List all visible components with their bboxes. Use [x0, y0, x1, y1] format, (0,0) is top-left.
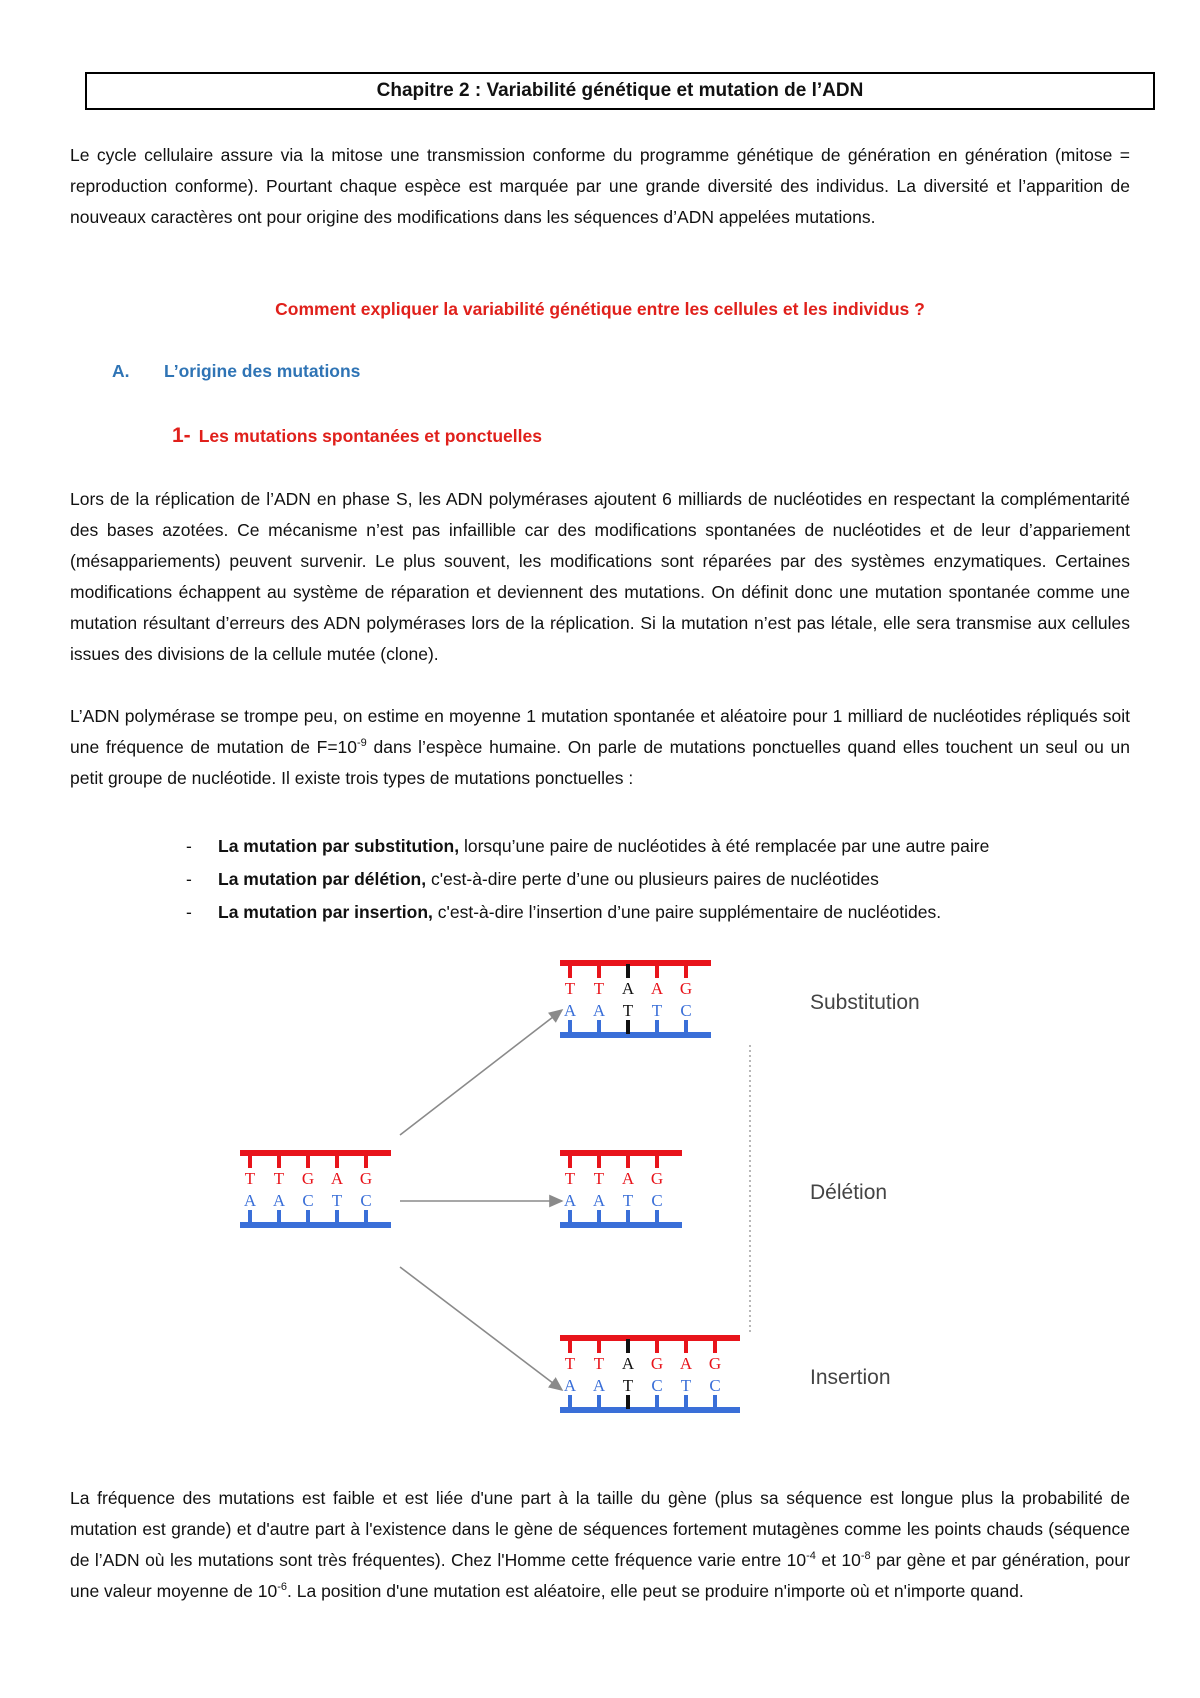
exponent: -6: [277, 1581, 288, 1594]
mutation-type-label: Substitution: [810, 991, 920, 1014]
exponent: -8: [860, 1550, 871, 1563]
bottom-tooth: [277, 1210, 281, 1224]
bottom-base-letter: T: [622, 1191, 634, 1210]
text-segment: . La position d'une mutation est aléatoire, elle peut se produire n'importe où et n'importe quand.: [287, 1581, 1024, 1601]
top-tooth: [655, 964, 659, 978]
bottom-tooth: [335, 1210, 339, 1224]
top-tooth: [568, 1154, 572, 1168]
bottom-base-letter: A: [592, 1191, 606, 1210]
guiding-question: Comment expliquer la variabilité génétique entre les cellules et les individus ?: [275, 299, 925, 319]
section-1-number: 1-: [172, 424, 191, 447]
top-backbone: [560, 960, 711, 966]
list-item: [186, 896, 1166, 929]
bottom-tooth: [655, 1020, 659, 1034]
top-tooth: [655, 1154, 659, 1168]
bottom-base-letter: C: [302, 1191, 314, 1210]
bullet-dash: -: [186, 836, 192, 856]
replication-paragraph: Lors de la réplication de l’ADN en phase S, les ADN polymérases ajoutent 6 milliards de nucléotides en respectant la complémentarité des bases azotées. Ce mécanisme n’est pas infaillible car des modifications spontanées de nucléotides et de leur d’appariement (mésappariements) peuvent survenir. Le plus souvent, les modifications sont réparées par des systèmes enzymatiques. Certaines modifications échappent au système de réparation et deviennent des mutations. On définit donc une mutation spontanée comme une mutation résultant d’erreurs des ADN polymérases lors de la réplication. Si la mutation n’est pas létale, elle sera transmise aux cellules issues des divisions de la cellule mutée (clone).: [70, 489, 1130, 664]
intro-paragraph: Le cycle cellulaire assure via la mitose une transmission conforme du programme génétique de génération en génération (mitose = reproduction conforme). Pourtant chaque espèce est marquée par une grande diversité des individus. La diversité et l’apparition de nouveaux caractères ont pour origine des modifications dans les séquences d’ADN appelées mutations.: [70, 145, 1130, 227]
top-base-letter: A: [621, 1169, 635, 1188]
bottom-base-letter: A: [243, 1191, 257, 1210]
mutation-diagram: [240, 955, 960, 1455]
bottom-tooth: [713, 1395, 717, 1409]
top-base-letter: T: [564, 979, 576, 998]
bottom-tooth: [655, 1395, 659, 1409]
bottom-base-letter: A: [563, 1191, 577, 1210]
top-backbone: [240, 1150, 391, 1156]
bottom-base-letter: T: [331, 1191, 343, 1210]
bottom-base-letter: T: [622, 1001, 634, 1020]
bottom-tooth: [626, 1395, 630, 1409]
top-base-letter: A: [650, 979, 664, 998]
top-tooth: [597, 1154, 601, 1168]
list-item: [186, 863, 1166, 896]
text-segment: par gène et par génération, pour une valeur moyenne de 10: [70, 1550, 1130, 1601]
top-tooth: [568, 964, 572, 978]
bottom-tooth: [684, 1395, 688, 1409]
mutation-types-list: [186, 830, 1166, 929]
top-tooth: [655, 1339, 659, 1353]
bottom-tooth: [568, 1395, 572, 1409]
list-item-text: lorsqu’une paire de nucléotides à été remplacée par une autre paire: [459, 836, 990, 856]
top-tooth: [684, 1339, 688, 1353]
bottom-base-letter: C: [651, 1191, 663, 1210]
top-base-letter: G: [679, 979, 693, 998]
bottom-tooth: [626, 1210, 630, 1224]
text-segment: La fréquence des mutations est faible et est liée d'une part à la taille du gène (plus sa séquence est longue plus la probabilité de mutation est grande) et d'autre part à l'existence dans le gène de séquences fortement mutagènes comme les points chauds (séquence de l’ADN où les mutations sont très fréquentes). Chez l'Homme cette fréquence varie entre 10: [70, 1488, 1130, 1570]
bottom-backbone: [240, 1222, 391, 1228]
top-base-letter: T: [593, 1169, 605, 1188]
bottom-tooth: [568, 1020, 572, 1034]
top-base-letter: G: [301, 1169, 315, 1188]
bottom-tooth: [597, 1020, 601, 1034]
list-item-text: c'est-à-dire l’insertion d’une paire supplémentaire de nucléotides.: [432, 902, 942, 922]
top-base-letter: T: [564, 1354, 576, 1373]
top-base-letter: T: [273, 1169, 285, 1188]
section-a-title: L’origine des mutations: [164, 361, 361, 381]
bottom-tooth: [248, 1210, 252, 1224]
frequency-intro-paragraph: [70, 701, 1130, 794]
bottom-backbone: [560, 1222, 682, 1228]
section-a-letter: A.: [112, 361, 130, 381]
bottom-base-letter: C: [680, 1001, 692, 1020]
top-base-letter: G: [650, 1169, 664, 1188]
bottom-base-letter: C: [360, 1191, 372, 1210]
list-item-term: La mutation par délétion,: [218, 869, 427, 889]
bottom-tooth: [306, 1210, 310, 1224]
top-base-letter: A: [679, 1354, 693, 1373]
top-tooth: [597, 964, 601, 978]
bottom-tooth: [626, 1020, 630, 1034]
exponent: -9: [357, 737, 367, 750]
top-tooth: [626, 964, 630, 978]
top-tooth: [684, 964, 688, 978]
bottom-base-letter: A: [563, 1001, 577, 1020]
bottom-base-letter: C: [709, 1376, 721, 1395]
top-base-letter: T: [244, 1169, 256, 1188]
mutation-type-label: Délétion: [810, 1181, 888, 1204]
top-base-letter: G: [359, 1169, 373, 1188]
bottom-tooth: [568, 1210, 572, 1224]
bottom-tooth: [655, 1210, 659, 1224]
bullet-dash: -: [186, 902, 192, 922]
arrow-to-substitution: [400, 1010, 562, 1135]
top-tooth: [335, 1154, 339, 1168]
bottom-base-letter: A: [592, 1001, 606, 1020]
top-base-letter: G: [650, 1354, 664, 1373]
top-tooth: [713, 1339, 717, 1353]
bottom-tooth: [364, 1210, 368, 1224]
bottom-tooth: [597, 1210, 601, 1224]
bottom-base-letter: T: [651, 1001, 663, 1020]
top-tooth: [568, 1339, 572, 1353]
section-a-heading: [112, 358, 360, 384]
bottom-backbone: [560, 1032, 711, 1038]
top-base-letter: T: [593, 1354, 605, 1373]
top-base-letter: T: [593, 979, 605, 998]
text-segment: et 10: [815, 1550, 861, 1570]
bottom-tooth: [684, 1020, 688, 1034]
exponent: -4: [806, 1550, 816, 1563]
list-item-text: c'est-à-dire perte d’une ou plusieurs paires de nucléotides: [426, 869, 879, 889]
section-1-title: Les mutations spontanées et ponctuelles: [198, 426, 542, 446]
top-tooth: [626, 1339, 630, 1353]
bullet-dash: -: [186, 869, 192, 889]
bottom-tooth: [597, 1395, 601, 1409]
top-base-letter: A: [621, 979, 635, 998]
bottom-base-letter: T: [680, 1376, 692, 1395]
text-segment: dans l’espèce humaine. On parle de mutations ponctuelles quand elles touchent un seul ou un petit groupe de nucléotide. Il existe trois types de mutations ponctuelles :: [70, 737, 1130, 788]
top-base-letter: G: [708, 1354, 722, 1373]
top-base-letter: T: [564, 1169, 576, 1188]
top-tooth: [277, 1154, 281, 1168]
mutation-type-label: Insertion: [810, 1366, 891, 1389]
top-tooth: [626, 1154, 630, 1168]
bottom-base-letter: A: [592, 1376, 606, 1395]
top-tooth: [306, 1154, 310, 1168]
top-base-letter: A: [330, 1169, 344, 1188]
section-1-heading: [172, 423, 542, 449]
chapter-title: Chapitre 2 : Variabilité génétique et mutation de l’ADN: [85, 72, 1155, 110]
list-item: [186, 830, 1166, 863]
list-item-term: La mutation par substitution,: [218, 836, 460, 856]
arrow-to-insertion: [400, 1267, 562, 1390]
text-segment: L’ADN polymérase se trompe peu, on estime en moyenne 1 mutation spontanée et aléatoire pour 1 milliard de nucléotides répliqués soit une fréquence de mutation de F=10: [70, 706, 1130, 757]
top-tooth: [597, 1339, 601, 1353]
mutation-frequency-paragraph: [70, 1483, 1130, 1607]
bottom-base-letter: T: [622, 1376, 634, 1395]
bottom-base-letter: A: [272, 1191, 286, 1210]
list-item-term: La mutation par insertion,: [218, 902, 433, 922]
top-base-letter: A: [621, 1354, 635, 1373]
bottom-base-letter: A: [563, 1376, 577, 1395]
top-backbone: [560, 1150, 682, 1156]
top-tooth: [248, 1154, 252, 1168]
bottom-base-letter: C: [651, 1376, 663, 1395]
top-tooth: [364, 1154, 368, 1168]
